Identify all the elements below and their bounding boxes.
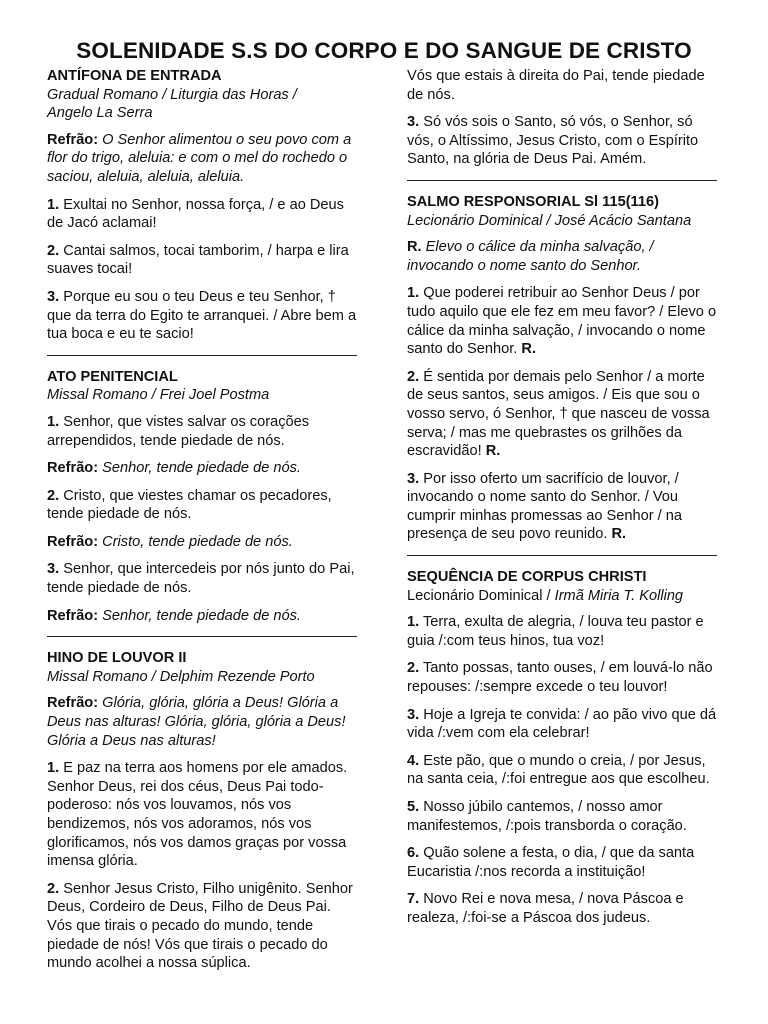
verse: 1. Que poderei retribuir ao Senhor Deus / por tudo aquilo que ele fez em meu favor? / Elevo o cálice da minha salvação, / invocando o nome santo do Senhor. R. bbox=[407, 285, 717, 358]
verse: 2. Cantai salmos, tocai tamborim, / harpa e lira suaves tocai! bbox=[47, 242, 349, 278]
refrain: Refrão: Senhor, tende piedade de nós. bbox=[47, 607, 301, 624]
verse: 3. Por isso oferto um sacrifício de louvor, / invocando o nome santo do Senhor. / Vou cumprir minhas promessas ao Senhor / na presença de seu povo reunido. R. bbox=[407, 470, 682, 543]
divider bbox=[407, 180, 717, 181]
refrain: Refrão: O Senhor alimentou o seu povo com a flor do trigo, aleluia: e com o mel do rochedo o saciou, aleluia, aleluia, aleluia. bbox=[47, 131, 352, 185]
section-hino-continuation bbox=[407, 67, 721, 169]
right-column bbox=[407, 67, 721, 928]
verse: 4. Este pão, que o mundo o creia, / por Jesus, na santa ceia, /:foi entregue aos que escolheu. bbox=[407, 752, 710, 788]
page-title: SOLENIDADE S.S DO CORPO E DO SANGUE DE CRISTO bbox=[76, 38, 692, 63]
verse: 1. Exultai no Senhor, nossa força, / e ao Deus de Jacó aclamai! bbox=[47, 196, 344, 232]
verse: 1. Terra, exulta de alegria, / louva teu pastor e guia /:com teus hinos, tua voz! bbox=[407, 614, 704, 649]
verse: 2. Senhor Jesus Cristo, Filho unigênito. Senhor Deus, Cordeiro de Deus, Filho de Deus Pai. Vós que tirais o pecado do mundo, tende piedade de nós! Vós que tirais o pecado do mundo acolhei a nossa súplica. bbox=[47, 880, 353, 972]
section-sequencia bbox=[407, 568, 721, 928]
section-antifona bbox=[47, 67, 359, 344]
section-source: Lecionário Dominical / Irmã Miria T. Kolling bbox=[407, 587, 684, 604]
verse: 6. Quão solene a festa, o dia, / que da santa Eucaristia /:nos recorda a instituição! bbox=[407, 845, 695, 880]
verse: 5. Nosso júbilo cantemos, / nosso amor manifestemos, /:pois transborda o coração. bbox=[407, 799, 687, 834]
section-source: Gradual Romano / Liturgia das Horas / Angelo La Serra bbox=[47, 86, 297, 122]
section-source: Lecionário Dominical / José Acácio Santana bbox=[407, 212, 692, 229]
divider bbox=[47, 355, 357, 356]
section-ato-penitencial bbox=[47, 368, 359, 626]
divider bbox=[407, 555, 717, 556]
section-source: Missal Romano / Delphim Rezende Porto bbox=[47, 668, 315, 685]
verse: 3. Só vós sois o Santo, só vós, o Senhor, só vós, o Altíssimo, Jesus Cristo, com o Espírito Santo, na glória de Deus Pai. Amém. bbox=[407, 114, 699, 168]
section-heading: SALMO RESPONSORIAL Sl 115(116) bbox=[407, 193, 659, 210]
section-heading: ATO PENITENCIAL bbox=[47, 368, 178, 385]
section-source: Missal Romano / Frei Joel Postma bbox=[47, 387, 270, 404]
verse: 2. Cristo, que viestes chamar os pecadores, tende piedade de nós. bbox=[47, 487, 332, 523]
section-header bbox=[47, 368, 359, 405]
section-heading: HINO DE LOUVOR II bbox=[47, 650, 187, 667]
verse: 3. Hoje a Igreja te convida: / ao pão vivo que dá vida /:vem com ela celebrar! bbox=[407, 706, 717, 742]
verse: 3. Senhor, que intercedeis por nós junto do Pai, tende piedade de nós. bbox=[47, 561, 355, 597]
section-header bbox=[407, 193, 721, 230]
section-heading: SEQUÊNCIA DE CORPUS CHRISTI bbox=[407, 569, 647, 586]
verse: 2. É sentida por demais pelo Senhor / a morte de seus santos, seus amigos. / Eis que sou o vosso servo, ó Senhor, † que nasceu de vossa serva; / mas me quebrastes os grilhões da escravidão! R. bbox=[407, 368, 710, 460]
refrain: Refrão: Cristo, tende piedade de nós. bbox=[47, 533, 293, 550]
response: R. Elevo o cálice da minha salvação, / invocando o nome santo do Senhor. bbox=[407, 239, 654, 274]
verse: 3. Porque eu sou o teu Deus e teu Senhor, † que da terra do Egito te arranquei. / Abre bem a tua boca e eu te sacio! bbox=[47, 288, 357, 343]
continued-text: Vós que estais à direita do Pai, tende piedade de nós. bbox=[407, 68, 705, 103]
left-column bbox=[47, 67, 359, 973]
verse: 2. Tanto possas, tanto ouses, / em louvá-lo não repouses: /:sempre excede o teu louvor! bbox=[407, 660, 713, 696]
divider bbox=[47, 636, 357, 637]
refrain: Refrão: Senhor, tende piedade de nós. bbox=[47, 460, 301, 477]
section-heading: ANTÍFONA DE ENTRADA bbox=[47, 68, 222, 84]
section-header bbox=[47, 649, 359, 686]
verse: 7. Novo Rei e nova mesa, / nova Páscoa e realeza, /:foi-se a Páscoa dos judeus. bbox=[407, 891, 684, 926]
refrain: Refrão: Glória, glória, glória a Deus! Glória a Deus nas alturas! Glória, glória, glória a Deus! Glória a Deus nas alturas! bbox=[47, 695, 346, 749]
section-header bbox=[47, 67, 359, 123]
verse: 1. Senhor, que vistes salvar os corações arrependidos, tende piedade de nós. bbox=[47, 413, 310, 449]
section-hino-de-louvor bbox=[47, 649, 359, 973]
section-header bbox=[407, 568, 721, 605]
verse: 1. E paz na terra aos homens por ele amados. Senhor Deus, rei dos céus, Deus Pai todo-poderoso: nós vos louvamos, nós vos bendizemos, nós vos adoramos, nós vos glorificamos, nós vos damos graças por vossa imensa glória. bbox=[47, 760, 348, 870]
section-salmo-responsorial bbox=[407, 193, 721, 544]
